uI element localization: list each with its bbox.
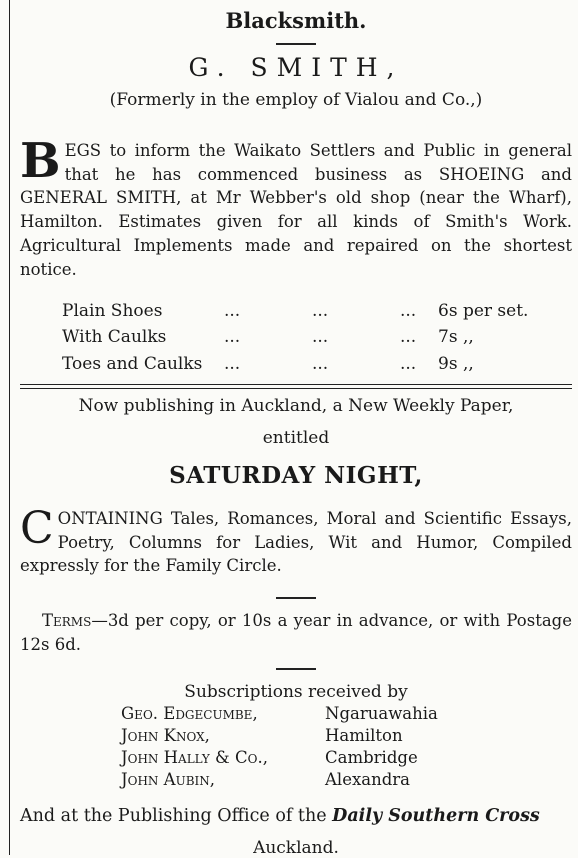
agent-name: John Knox, xyxy=(121,726,210,745)
leader-dots: ... xyxy=(224,354,241,374)
price-row xyxy=(62,354,562,378)
paper-body-text: ONTAINING Tales, Romances, Moral and Scientific Essays, Poetry, Columns for Ladies, Wit and Humor, Compiled expressly for the Family Circle. xyxy=(20,509,572,576)
office-paper-name: Daily Southern Cross xyxy=(332,806,540,826)
leader-dots: ... xyxy=(400,327,417,347)
price-item: Plain Shoes xyxy=(62,301,163,321)
agent-place: Cambridge xyxy=(325,748,418,767)
section-divider xyxy=(20,384,572,389)
paper-headline: SATURDAY NIGHT, xyxy=(169,462,423,489)
agent-row xyxy=(121,770,541,792)
price-item: Toes and Caulks xyxy=(62,354,203,374)
leader-dots: ... xyxy=(312,354,329,374)
agent-place: Hamilton xyxy=(325,726,403,745)
agent-row xyxy=(121,726,541,748)
paper-intro: Now publishing in Auckland, a New Weekly Paper, xyxy=(78,396,514,416)
terms-label: Terms xyxy=(42,611,92,630)
leader-dots: ... xyxy=(312,301,329,321)
short-divider xyxy=(276,668,316,670)
price-value: 6s per set. xyxy=(438,301,529,321)
short-divider xyxy=(276,597,316,599)
agent-place: Alexandra xyxy=(325,770,411,789)
agent-row xyxy=(121,704,541,726)
price-row xyxy=(62,301,562,325)
leader-dots: ... xyxy=(400,301,417,321)
office-line xyxy=(20,806,572,826)
advertiser-name: G. SMITH, xyxy=(188,53,404,82)
price-value: 9s ,, xyxy=(438,354,474,374)
price-value: 7s ,, xyxy=(438,327,474,347)
leader-dots: ... xyxy=(400,354,417,374)
formerly-line: (Formerly in the employ of Vialou and Co.,) xyxy=(109,90,483,110)
ad-heading: Blacksmith. xyxy=(225,8,367,33)
short-divider xyxy=(276,43,316,45)
price-item: With Caulks xyxy=(62,327,167,347)
entitled-line: entitled xyxy=(262,428,330,448)
office-city: Auckland. xyxy=(253,838,339,858)
agent-row xyxy=(121,748,541,770)
agent-name: John Hally & Co., xyxy=(121,748,268,767)
agent-name: John Aubin, xyxy=(121,770,215,789)
paper-body xyxy=(20,503,572,578)
agent-place: Ngaruawahia xyxy=(325,704,438,723)
office-prefix: And at the Publishing Office of the xyxy=(20,806,327,826)
subscriptions-heading: Subscriptions received by xyxy=(184,682,408,702)
column-rule xyxy=(9,0,10,855)
blacksmith-body-text: EGS to inform the Waikato Settlers and Public in general that he has commenced business as SHOEING and GENERAL SMITH, at Mr Webber's old shop (near the Wharf), Hamilton. Estimates given for all kinds of Smith's Work. Agricultural Implements made and repaired on the shortest notice. xyxy=(20,141,572,279)
price-row xyxy=(62,327,562,351)
leader-dots: ... xyxy=(224,327,241,347)
blacksmith-body xyxy=(20,133,572,281)
drop-cap: B xyxy=(20,133,61,189)
leader-dots: ... xyxy=(312,327,329,347)
drop-cap: C xyxy=(20,503,54,554)
agent-name: Geo. Edgecumbe, xyxy=(121,704,258,723)
leader-dots: ... xyxy=(224,301,241,321)
terms-text: —3d per copy, or 10s a year in advance, or with Postage 12s 6d. xyxy=(20,611,572,654)
terms-paragraph xyxy=(20,609,572,656)
